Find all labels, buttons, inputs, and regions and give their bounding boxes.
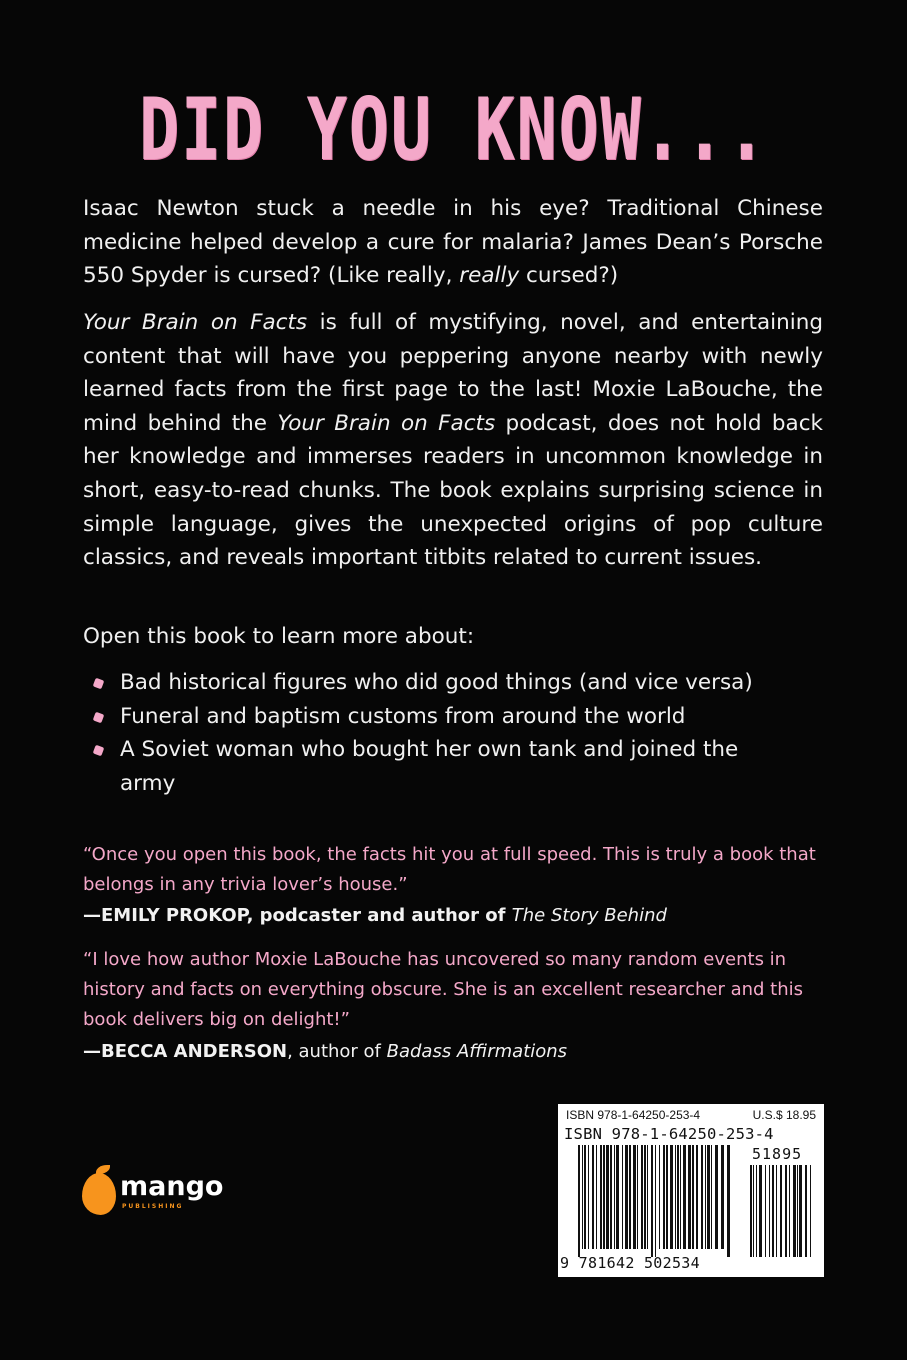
list-item: Funeral and baptism customs from around the world [90, 700, 790, 734]
mango-icon [82, 1173, 116, 1215]
barcode-addon: 51895 [752, 1145, 803, 1163]
blurb-quote-1: “Once you open this book, the facts hit you at full speed. This is truly a book that belongs in any trivia lover’s house.” [83, 844, 816, 895]
list-intro: Open this book to learn more about: [83, 624, 475, 649]
blurb-quote-2: “I love how author Moxie LaBouche has uncovered so many random events in history and facts on everything obscure. She is an excellent researcher and this book delivers big on delight!” [83, 949, 804, 1030]
blurb-attribution-2: —BECCA ANDERSON, author of Badass Affirmations [83, 1041, 568, 1062]
blurb-attribution-1: —EMILY PROKOP, podcaster and author of The Story Behind [83, 905, 667, 926]
barcode-header [566, 1108, 816, 1122]
isbn-large: ISBN 978-1-64250-253-4 [564, 1125, 774, 1143]
publisher-logo [80, 1165, 240, 1215]
bullet-icon [93, 678, 105, 690]
intro-paragraph: Isaac Newton stuck a needle in his eye? Traditional Chinese medicine helped develop a cure for malaria? James Dean’s Porsche 550 Spyder is cursed? (Like really, really cursed?) [83, 196, 823, 289]
topics-list [90, 666, 790, 800]
publisher-name: mango [120, 1171, 224, 1202]
bullet-icon [93, 711, 105, 723]
barcode-box [558, 1104, 824, 1277]
isbn-small: ISBN 978-1-64250-253-4 [566, 1108, 701, 1122]
description-paragraph: Your Brain on Facts is full of mystifying, novel, and entertaining content that will have you peppering anyone nearby with newly learned facts from the first page to the last! Moxie LaBouche, the mind behind the Your Brain on Facts podcast, does not hold back her knowledge and immerses readers in uncommon knowledge in short, easy-to-read chunks. The book explains surprising science in simple language, gives the unexpected origins of pop culture classics, and reveals important titbits related to current issues. [83, 310, 823, 571]
headline: DID YOU KNOW... [138, 80, 769, 180]
publisher-subtitle: PUBLISHING [122, 1203, 184, 1210]
bullet-icon [93, 745, 105, 757]
list-item: A Soviet woman who bought her own tank and joined the army [90, 733, 790, 800]
list-item: Bad historical figures who did good things (and vice versa) [90, 666, 790, 700]
price: U.S.$ 18.95 [752, 1108, 816, 1122]
barcode-digits: 9 781642 502534 [560, 1254, 700, 1272]
